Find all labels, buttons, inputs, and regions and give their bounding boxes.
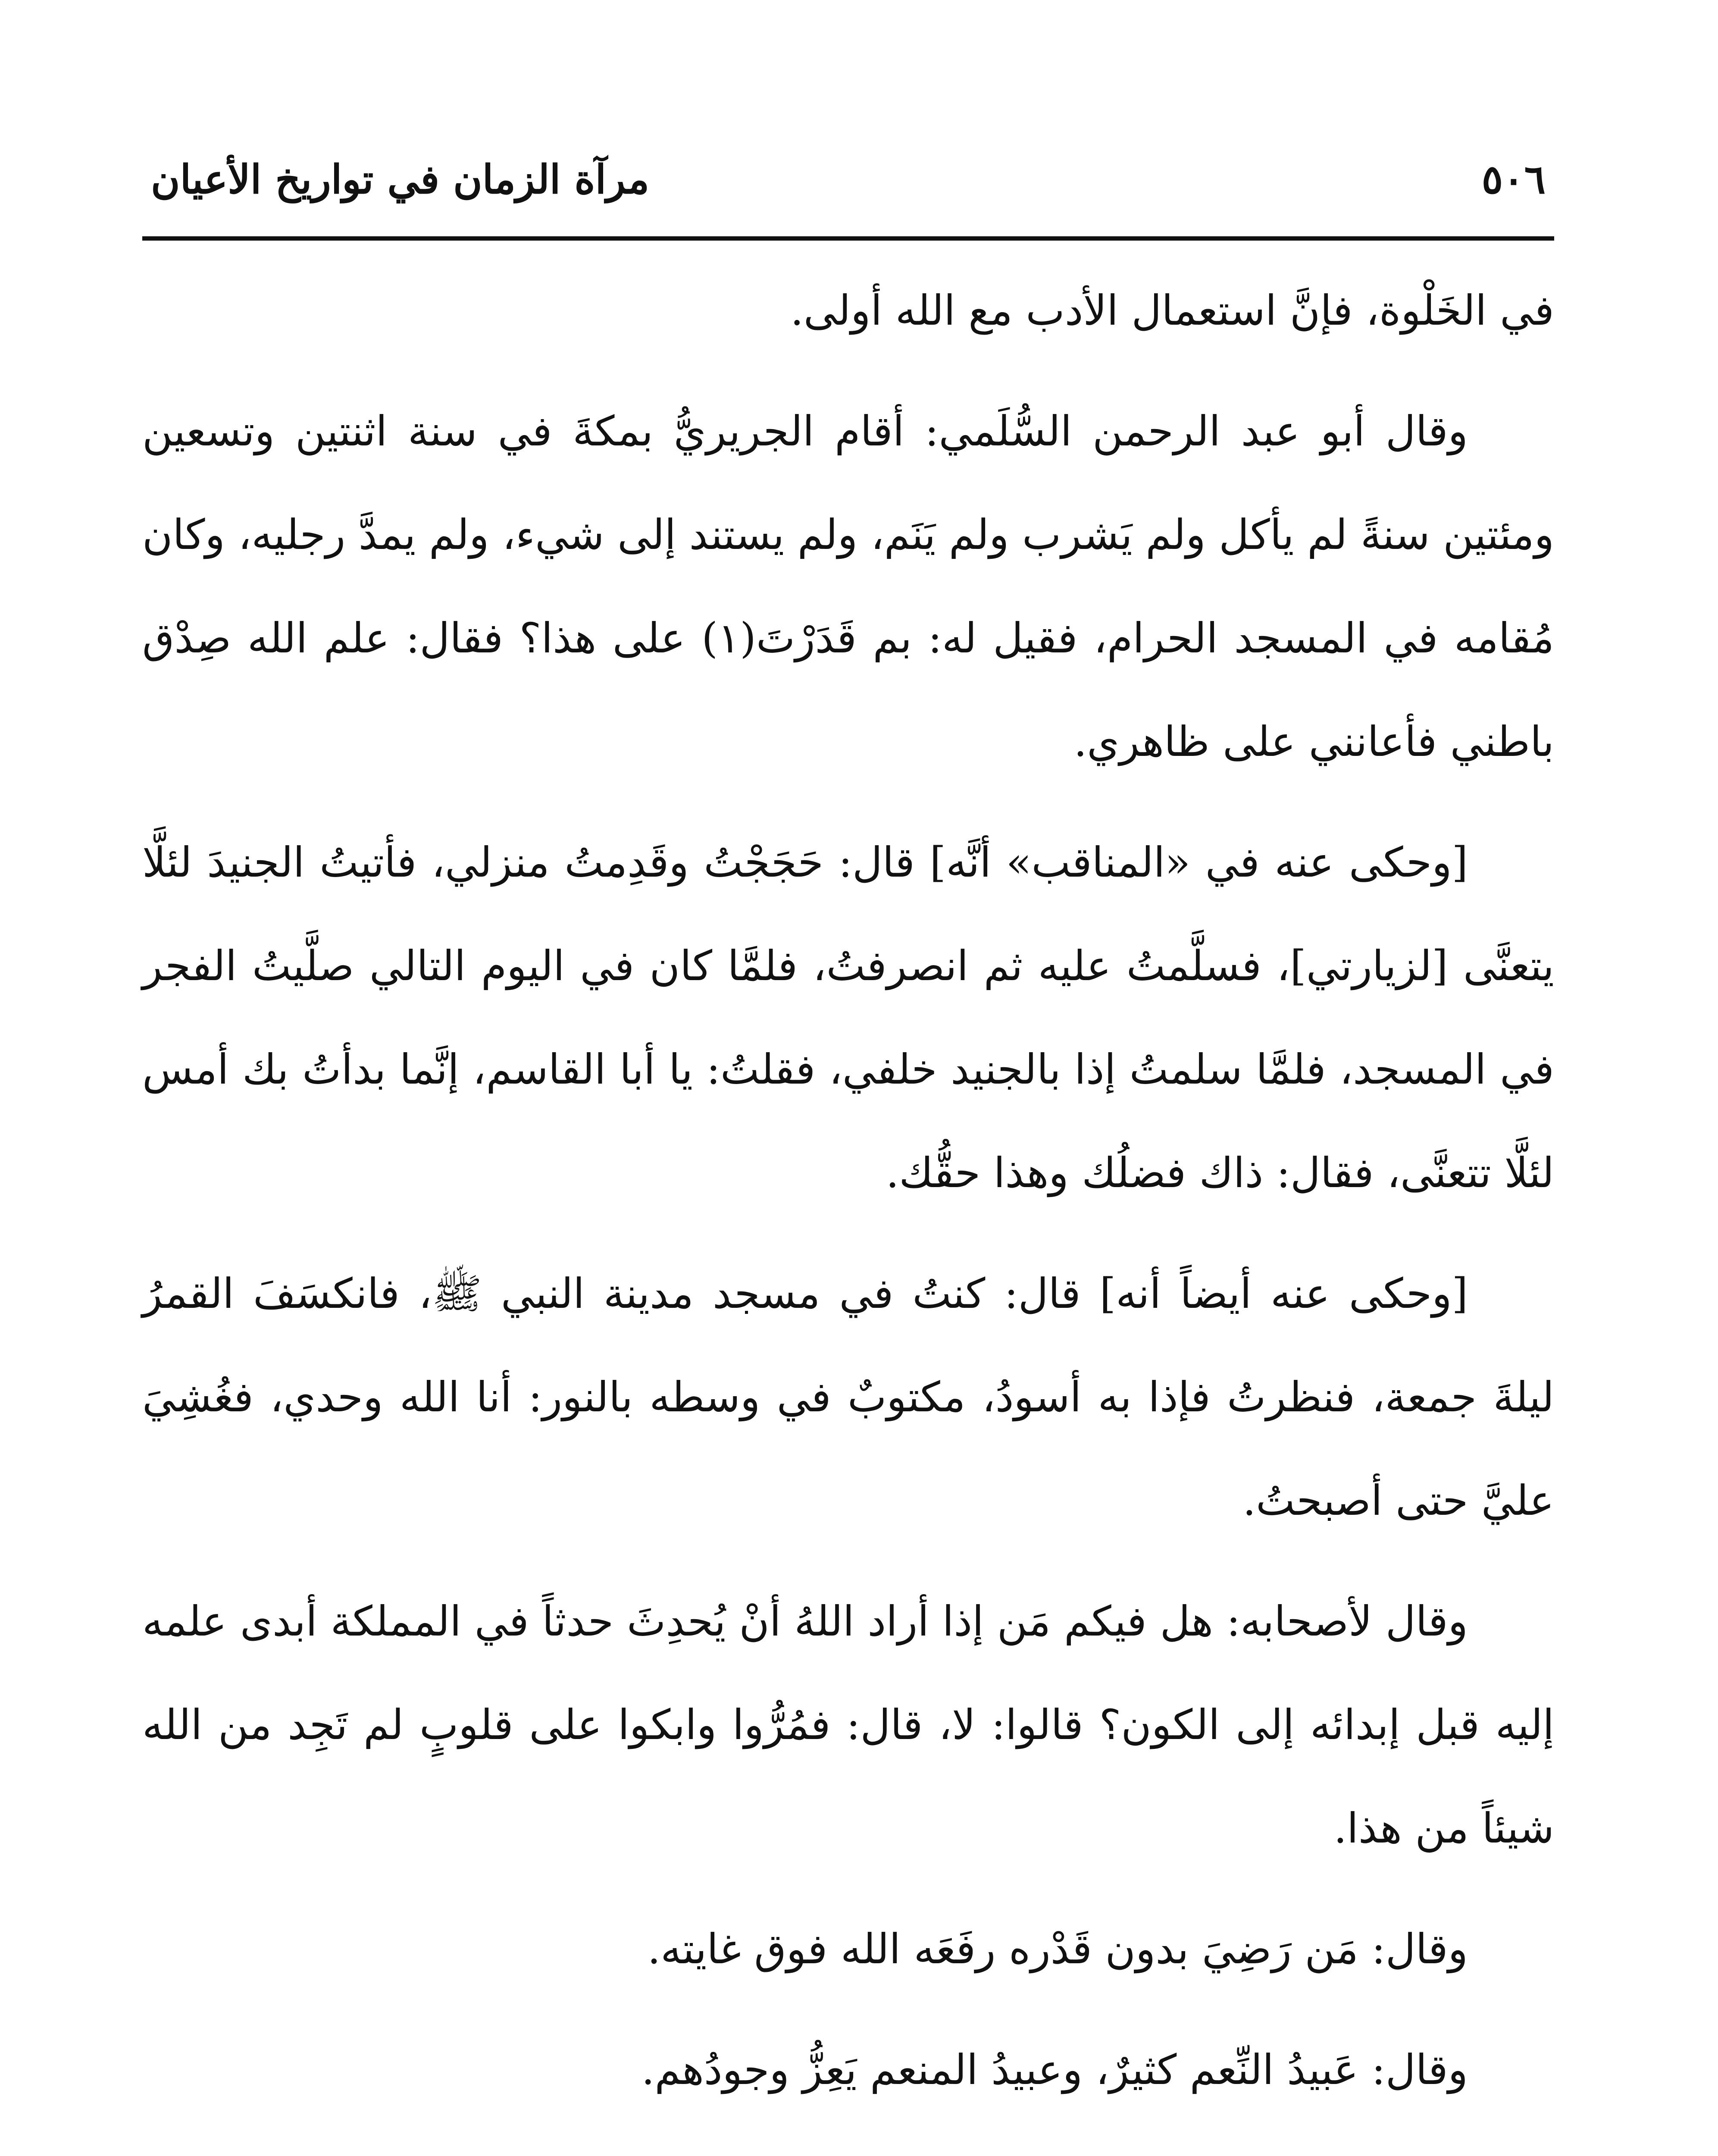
paragraph-1: في الخَلْوة، فإنَّ استعمال الأدب مع الله أولى.: [790, 286, 1554, 335]
paragraph-7: وقال: عَبيدُ النِّعم كثيرٌ، وعبيدُ المنعم يَعِزُّ وجودُهم.: [641, 2046, 1468, 2094]
paragraph-8: [142, 2139, 1554, 2156]
paragraph-2: وقال أبو عبد الرحمن السُّلَمي: أقام الجريريُّ بمكةَ في سنة اثنتين وتسعين ومئتين سنةً لم يأكل ولم يَشرب ولم يَنَم، ولم يستند إلى شيء، ولم يمدَّ رجليه، وكان مُقامه في المسجد الحرام، فقيل له: بم قَدَرْتَ(١) على هذا؟ فقال: علم الله صِدْق باطني فأعانني على ظاهري.: [142, 407, 1555, 766]
header-divider: [142, 236, 1554, 241]
page-header: [142, 142, 1554, 224]
paragraph-4: [وحكى عنه أيضاً أنه] قال: كنتُ في مسجد مدينة النبي ﷺ، فانكسَفَ القمرُ ليلةَ جمعة، فنظرتُ فإذا به أسودُ، مكتوبٌ في وسطه بالنور: أنا الله وحدي، فغُشِيَ عليَّ حتى أصبحتُ.: [142, 1269, 1555, 1525]
paragraph-5: وقال لأصحابه: هل فيكم مَن إذا أراد اللهُ أنْ يُحدِثَ حدثاً في المملكة أبدى علمه إليه قبل إبدائه إلى الكون؟ قالوا: لا، قال: فمُرُّوا وابكوا على قلوبٍ لم تَجِد من الله شيئاً من هذا.: [142, 1597, 1554, 1852]
running-title: مرآة الزمان في تواريخ الأعيان: [151, 156, 650, 203]
paragraph-3: [وحكى عنه في «المناقب» أنَّه] قال: حَجَجْتُ وقَدِمتُ منزلي، فأتيتُ الجنيدَ لئلَّا يتعنَّى [لزيارتي]، فسلَّمتُ عليه ثم انصرفتُ، فلمَّا كان في اليوم التالي صلَّيتُ الفجر في المسجد، فلمَّا سلمتُ إذا بالجنيد خلفي، فقلتُ: يا أبا القاسم، إنَّما بدأتُ بك أمس لئلَّا تتعنَّى، فقال: ذاك فضلُك وهذا حقُّك.: [142, 838, 1555, 1197]
paragraph-6: وقال: مَن رَضِيَ بدون قَدْره رفَعَه الله فوق غايته.: [647, 1925, 1468, 1973]
main-text: [142, 259, 1554, 2156]
page-number: ٥٠٦: [1481, 156, 1546, 203]
